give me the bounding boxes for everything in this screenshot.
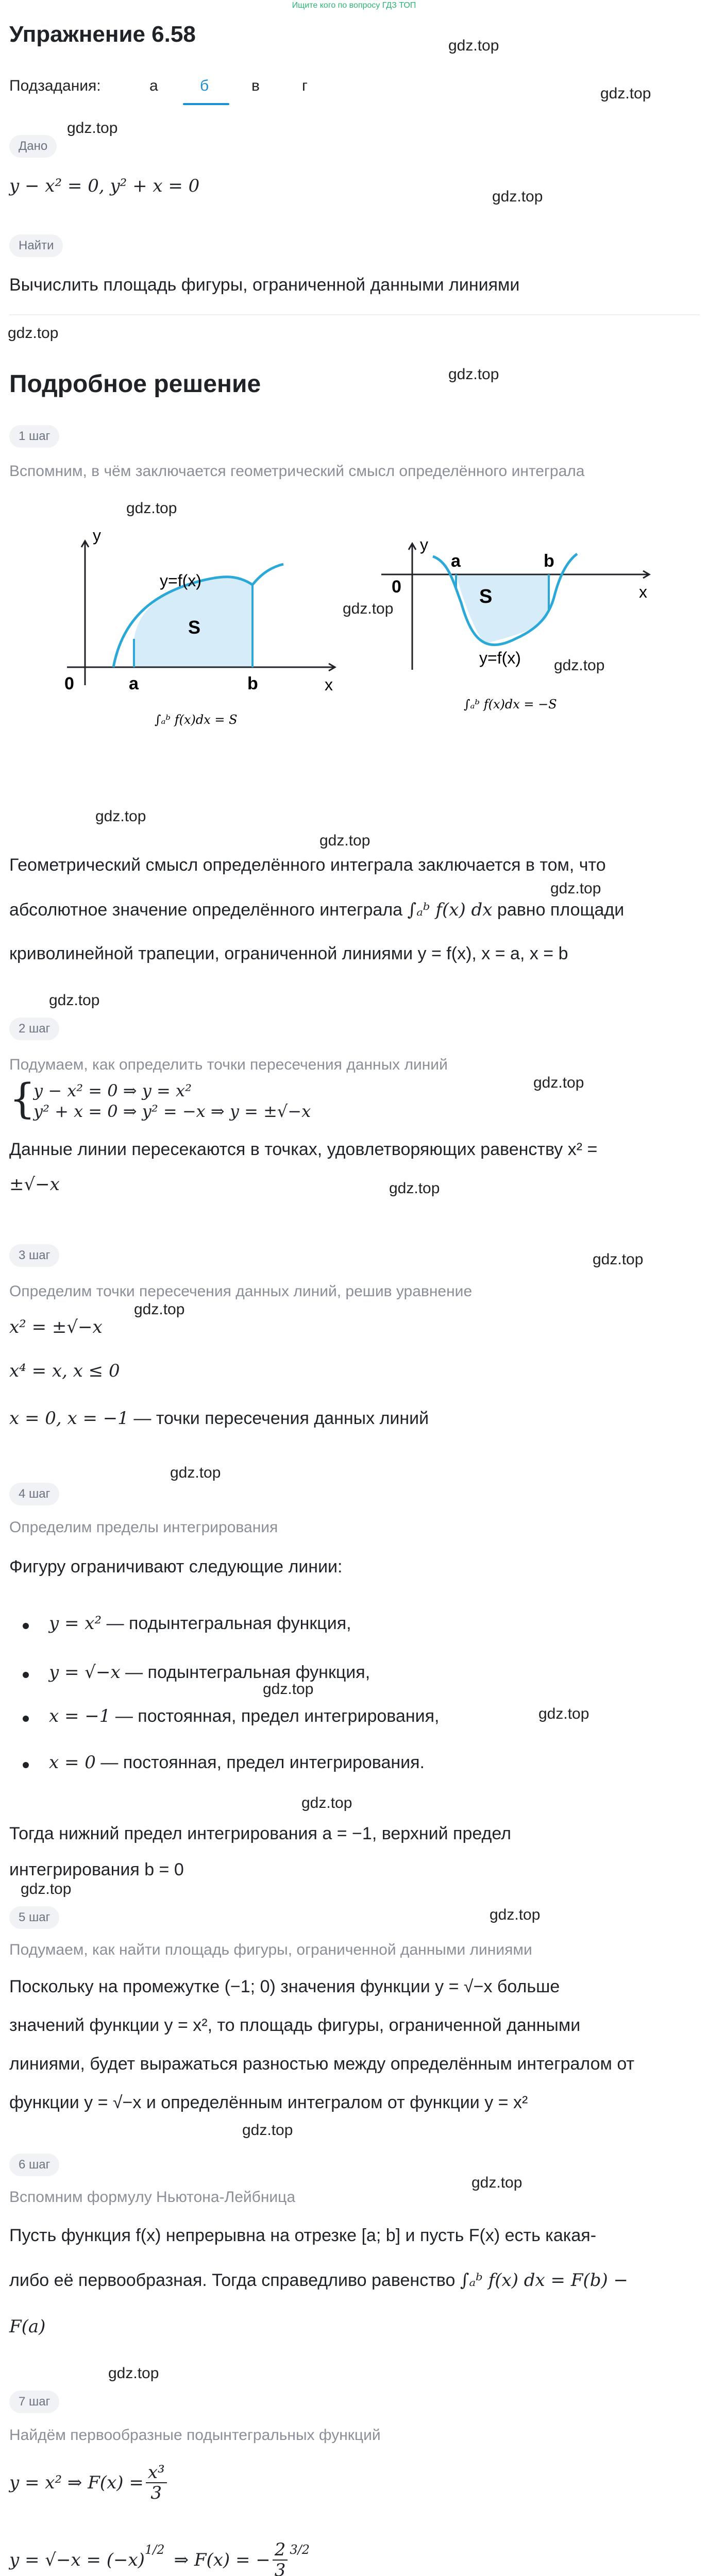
subtasks-label: Подзадания: [9,77,101,94]
watermark: gdz.top [471,2174,522,2191]
step-5-hint: Подумаем, как найти площадь фигуры, ограниченной данными линиями [9,1941,532,1958]
system-line-1: y − x² = 0 ⇒ y = x² [33,1081,192,1100]
y-label: y [420,535,428,554]
b-label: b [544,551,554,571]
step-1-hint: Вспомним, в чём заключается геометрический смысл определённого интеграла [9,463,585,480]
watermark: gdz.top [301,1794,352,1811]
active-tab-indicator [183,103,229,105]
step-5-text-2: значений функции y = x², то площадь фигуры, ограниченной данными [9,2015,581,2035]
step-6-hint: Вспомним формулу Ньютона-Лейбница [9,2189,296,2206]
step-4-label: 4 шаг [9,1483,59,1505]
list-item: y = √−x — подынтегральная функция, [49,1662,370,1683]
step-7-label: 7 шаг [9,2391,59,2413]
watermark: gdz.top [550,880,601,897]
step-4-text-3: интегрирования b = 0 [9,1860,184,1879]
origin-label: 0 [392,577,401,597]
watermark: gdz.top [49,992,100,1009]
area-label: S [479,586,493,607]
watermark: gdz.top [343,600,394,617]
y-label: y [93,526,101,545]
watermark: gdz.top [126,500,177,517]
origin-label: 0 [64,674,74,693]
watermark: gdz.top [8,325,59,342]
system-line-2: y² + x = 0 ⇒ y² = −x ⇒ y = ±√−x [33,1101,311,1121]
step-6-text-2: либо её первообразная. Тогда справедливо равенство ∫ₐᵇ f(x) dx = F(b) − [9,2270,629,2291]
watermark: gdz.top [108,2365,159,2382]
list-bullet [23,1762,29,1768]
watermark: gdz.top [448,37,499,54]
list-item: x = −1 — постоянная, предел интегрирования, [49,1706,440,1726]
step-4-hint: Определим пределы интегрирования [9,1519,278,1536]
step-4-text-1: Фигуру ограничивают следующие линии: [9,1557,343,1577]
area-region [456,574,549,644]
watermark: gdz.top [533,1074,584,1091]
step-6-text-3: F(a) [9,2316,46,2337]
watermark: gdz.top [95,808,146,825]
step-3-eq-1: x² = ±√−x [9,1317,103,1337]
curve-label: y=f(x) [479,649,521,667]
watermark: gdz.top [67,120,118,137]
step-3-eq-2: x⁴ = x, x ≤ 0 [9,1361,120,1381]
step-3-eq-3: x = 0, x = −1 — точки пересечения данных линий [9,1408,429,1429]
b-label: b [247,674,258,693]
watermark: gdz.top [492,188,543,205]
system-brace: { [9,1075,36,1123]
subtask-tab-a[interactable]: а [149,77,158,94]
step-7-formula-2: y = √−x = (−x) 1/2 ⇒ F(x) = − $\frac{2}{3}$ 3/2 [9,2539,310,2576]
watermark: gdz.top [21,1880,72,1897]
list-bullet [23,1716,29,1722]
step-5-text-4: функции y = √−x и определённым интегралом от функции y = x² [9,2093,528,2112]
step-1-text-2: абсолютное значение определённого интеграла ∫ₐᵇ f(x) dx равно площади [9,900,625,920]
watermark: gdz.top [170,1464,221,1481]
watermark: gdz.top [538,1705,589,1722]
solution-title: Подробное решение [9,370,261,398]
top-search-link[interactable]: Ищите кого по вопросу ГДЗ ТОП [292,1,416,10]
subtask-tab-g[interactable]: г [302,77,308,94]
step-2-label: 2 шаг [9,1018,59,1040]
divider [9,314,700,315]
graph-positive-integral [57,526,356,742]
integral-formula: ∫ₐᵇ f(x)dx = S [155,713,238,727]
step-5-text-3: линиями, будет выражаться разностью между определённым интегралом от [9,2054,635,2074]
subtask-tab-b[interactable]: б [200,77,209,94]
step-7-formula-1: y = x² ⇒ F(x) = $\frac{\text{x³}}{3}$ [9,2463,169,2503]
step-4-text-2: Тогда нижний предел интегрирования a = −1, верхний предел [9,1824,511,1843]
list-bullet [23,1623,29,1629]
step-2-text-2: ±√−x [9,1174,60,1195]
step-1-text-1: Геометрический смысл определённого интеграла заключается в том, что [9,855,606,875]
given-pill: Дано [9,135,57,158]
step-6-label: 6 шаг [9,2154,59,2176]
a-label: a [129,674,139,693]
watermark: gdz.top [593,1251,644,1268]
step-6-text-1: Пусть функция f(x) непрерывна на отрезке [a; b] и пусть F(x) есть какая- [9,2226,597,2245]
watermark: gdz.top [319,832,370,849]
given-formula: y − x² = 0, y² + x = 0 [9,176,200,196]
watermark: gdz.top [389,1180,440,1197]
page-title: Упражнение 6.58 [9,22,196,47]
x-label: x [325,675,333,694]
watermark: gdz.top [554,657,605,674]
graph-negative-integral [350,526,660,742]
list-bullet [23,1672,29,1678]
watermark: gdz.top [600,85,651,102]
a-label: a [451,551,461,571]
curve-label: y=f(x) [160,571,201,590]
find-pill: Найти [9,234,63,257]
step-5-label: 5 шаг [9,1906,59,1929]
step-1-label: 1 шаг [9,425,59,448]
subtask-tab-v[interactable]: в [251,77,260,94]
watermark: gdz.top [448,366,499,383]
find-text: Вычислить площадь фигуры, ограниченной данными линиями [9,275,520,295]
step-5-text-1: Поскольку на промежутке (−1; 0) значения функции y = √−x больше [9,1977,560,1996]
list-item: x = 0 — постоянная, предел интегрирования. [49,1752,425,1773]
list-item: y = x² — подынтегральная функция, [49,1613,351,1634]
step-3-label: 3 шаг [9,1244,59,1267]
watermark: gdz.top [134,1301,185,1318]
step-2-hint: Подумаем, как определить точки пересечения данных линий [9,1056,448,1073]
step-7-hint: Найдём первообразные подынтегральных функций [9,2427,381,2444]
watermark: gdz.top [490,1906,541,1923]
area-label: S [188,617,201,638]
watermark: gdz.top [242,2122,293,2139]
step-3-hint: Определим точки пересечения данных линий, решив уравнение [9,1283,473,1300]
integral-formula: ∫ₐᵇ f(x)dx = −S [464,697,557,711]
step-2-text-1: Данные линии пересекаются в точках, удовлетворяющих равенству x² = [9,1140,598,1159]
x-label: x [639,583,647,601]
step-1-text-3: криволинейной трапеции, ограниченной линиями y = f(x), x = a, x = b [9,944,568,963]
watermark: gdz.top [263,1681,314,1698]
